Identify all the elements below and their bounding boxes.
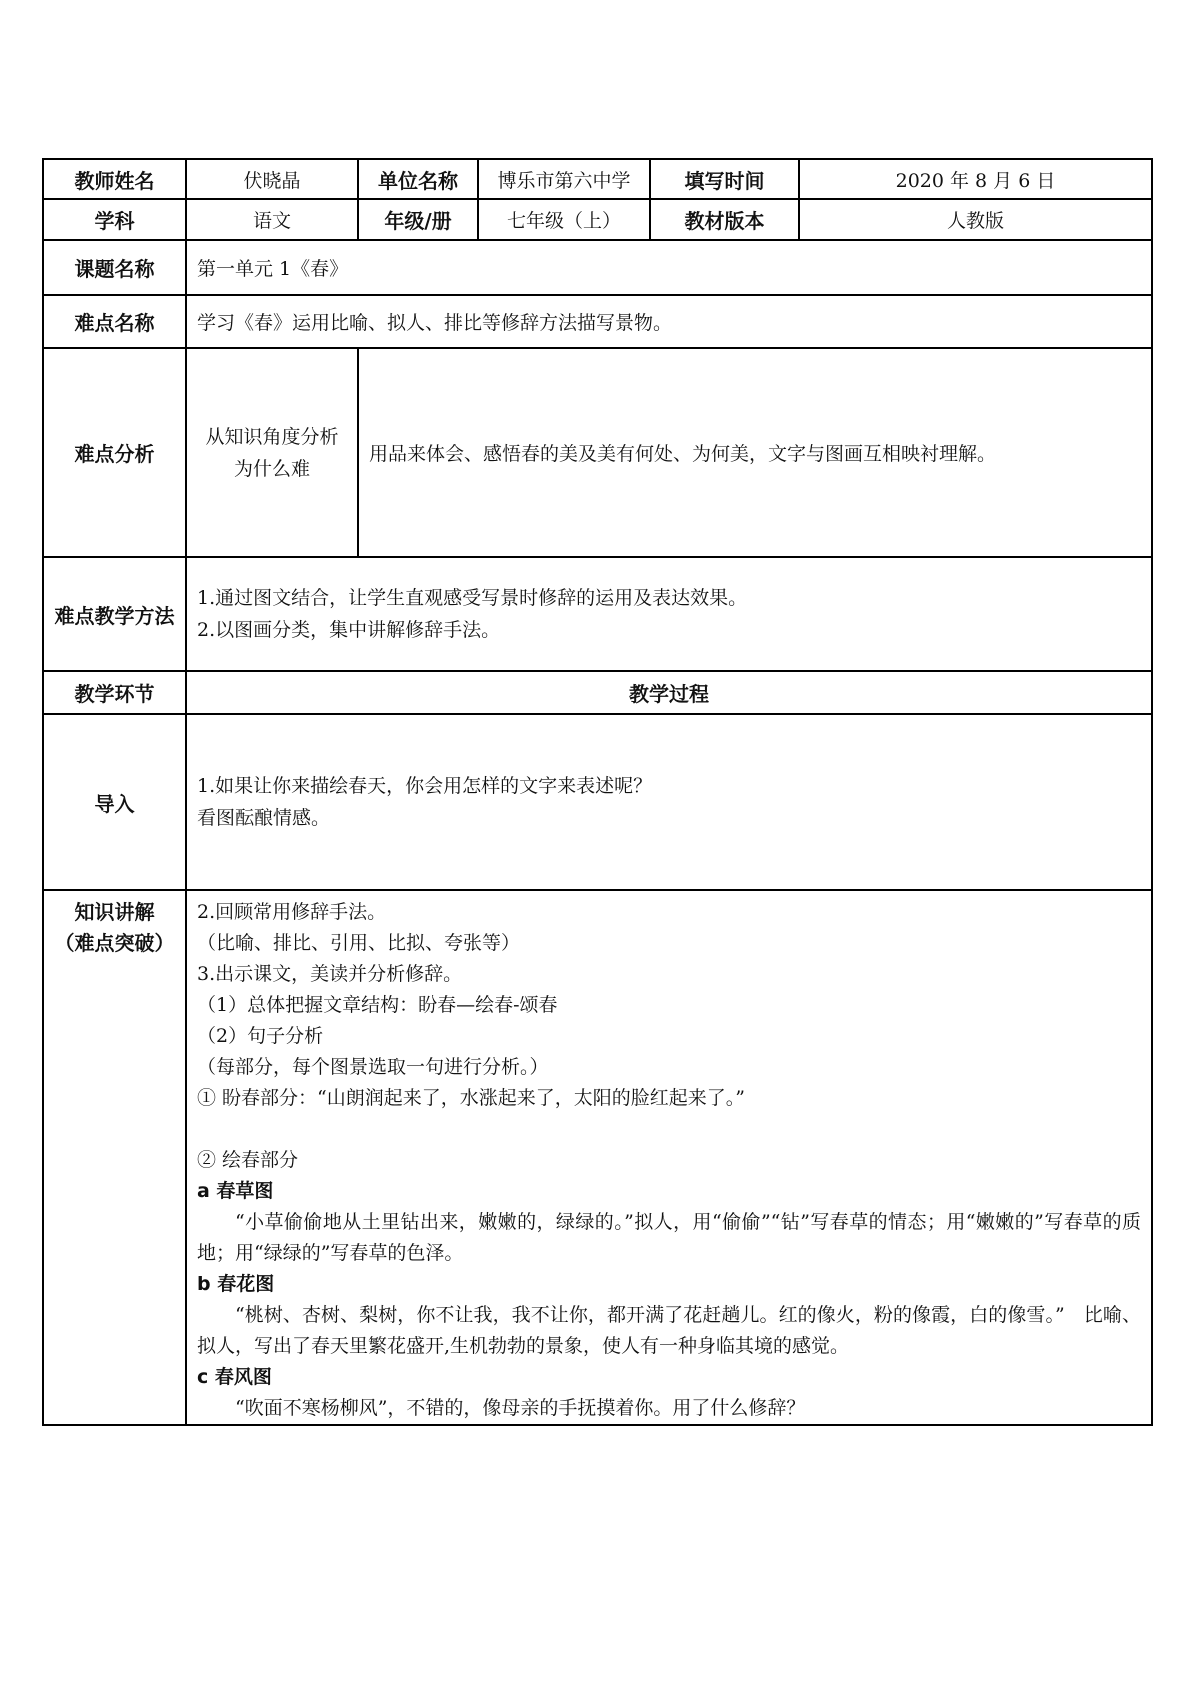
difficulty-row <box>43 295 1152 348</box>
grass-section-title: a 春草图 <box>197 1180 274 1202</box>
knowledge-line-3: 3.出示课文，美读并分析修辞。 <box>197 963 463 985</box>
analysis-value: 用品来体会、感悟春的美及美有何处、为何美，文字与图画互相映衬理解。 <box>358 348 1152 557</box>
method-line-1: 1.通过图文结合，让学生直观感受写景时修辞的运用及表达效果。 <box>197 587 748 609</box>
subject-label: 学科 <box>43 199 186 240</box>
intro-line-2: 看图酝酿情感。 <box>197 807 331 829</box>
analysis-label: 难点分析 <box>43 348 186 557</box>
method-value <box>186 557 1152 671</box>
topic-label: 课题名称 <box>43 240 186 295</box>
wind-section-text: “吹面不寒杨柳风”，不错的，像母亲的手抚摸着你。用了什么修辞？ <box>235 1397 806 1419</box>
knowledge-row <box>43 890 1152 1425</box>
analysis-row <box>43 348 1152 557</box>
knowledge-line-6: （每部分，每个图景选取一句进行分析。） <box>197 1056 549 1078</box>
knowledge-label-line2: （难点突破） <box>54 931 175 955</box>
unit-name-label: 单位名称 <box>358 159 478 199</box>
difficulty-label: 难点名称 <box>43 295 186 348</box>
topic-value: 第一单元 1《春》 <box>186 240 1152 295</box>
knowledge-content <box>186 890 1152 1425</box>
method-label: 难点教学方法 <box>43 557 186 671</box>
header-row-1 <box>43 159 1152 199</box>
grade-value: 七年级（上） <box>478 199 650 240</box>
topic-row <box>43 240 1152 295</box>
teacher-name-value: 伏晓晶 <box>186 159 358 199</box>
teacher-name-label: 教师姓名 <box>43 159 186 199</box>
fill-date-value: 2020 年 8 月 6 日 <box>799 159 1152 199</box>
analysis-sublabel-line1: 从知识角度分析 <box>205 425 339 448</box>
method-row <box>43 557 1152 671</box>
analysis-sublabel-line2: 为什么难 <box>233 457 310 480</box>
flower-section-text: “桃树、杏树、梨树，你不让我，我不让你，都开满了花赶趟儿。红的像火，粉的像霞，白的像雪。” 比喻、拟人，写出了春天里繁花盛开,生机勃勃的景象，使人有一种身临其境的感觉。 <box>197 1304 1141 1357</box>
grade-label: 年级/册 <box>358 199 478 240</box>
grass-section-text: “小草偷偷地从土里钻出来，嫩嫩的，绿绿的。”拟人，用“偷偷”“钻”写春草的情态；用“嫩嫩的”写春草的质地；用“绿绿的”写春草的色泽。 <box>197 1211 1141 1264</box>
intro-content <box>186 714 1152 890</box>
intro-row <box>43 714 1152 890</box>
fill-date-label: 填写时间 <box>650 159 799 199</box>
intro-label: 导入 <box>43 714 186 890</box>
edition-label: 教材版本 <box>650 199 799 240</box>
knowledge-label-line1: 知识讲解 <box>74 900 155 924</box>
lesson-plan-table <box>42 158 1153 1426</box>
knowledge-line-8: ② 绘春部分 <box>197 1149 299 1171</box>
knowledge-line-1: 2.回顾常用修辞手法。 <box>197 901 387 923</box>
knowledge-label <box>43 890 186 1425</box>
flower-section-title: b 春花图 <box>197 1273 275 1295</box>
process-header-row <box>43 671 1152 714</box>
analysis-sublabel <box>186 348 358 557</box>
blank-line <box>197 1114 1141 1145</box>
difficulty-value: 学习《春》运用比喻、拟人、排比等修辞方法描写景物。 <box>186 295 1152 348</box>
wind-section-title: c 春风图 <box>197 1366 272 1388</box>
knowledge-line-2: （比喻、排比、引用、比拟、夸张等） <box>197 932 521 954</box>
edition-value: 人教版 <box>799 199 1152 240</box>
intro-line-1: 1.如果让你来描绘春天，你会用怎样的文字来表述呢？ <box>197 775 653 797</box>
subject-value: 语文 <box>186 199 358 240</box>
process-stage-label: 教学环节 <box>43 671 186 714</box>
knowledge-line-4: （1）总体把握文章结构：盼春—绘春-颂春 <box>197 994 558 1016</box>
header-row-2 <box>43 199 1152 240</box>
knowledge-line-7: ① 盼春部分：“山朗润起来了，水涨起来了，太阳的脸红起来了。” <box>197 1087 745 1109</box>
method-line-2: 2.以图画分类，集中讲解修辞手法。 <box>197 619 501 641</box>
process-title: 教学过程 <box>186 671 1152 714</box>
unit-name-value: 博乐市第六中学 <box>478 159 650 199</box>
knowledge-line-5: （2）句子分析 <box>197 1025 324 1047</box>
